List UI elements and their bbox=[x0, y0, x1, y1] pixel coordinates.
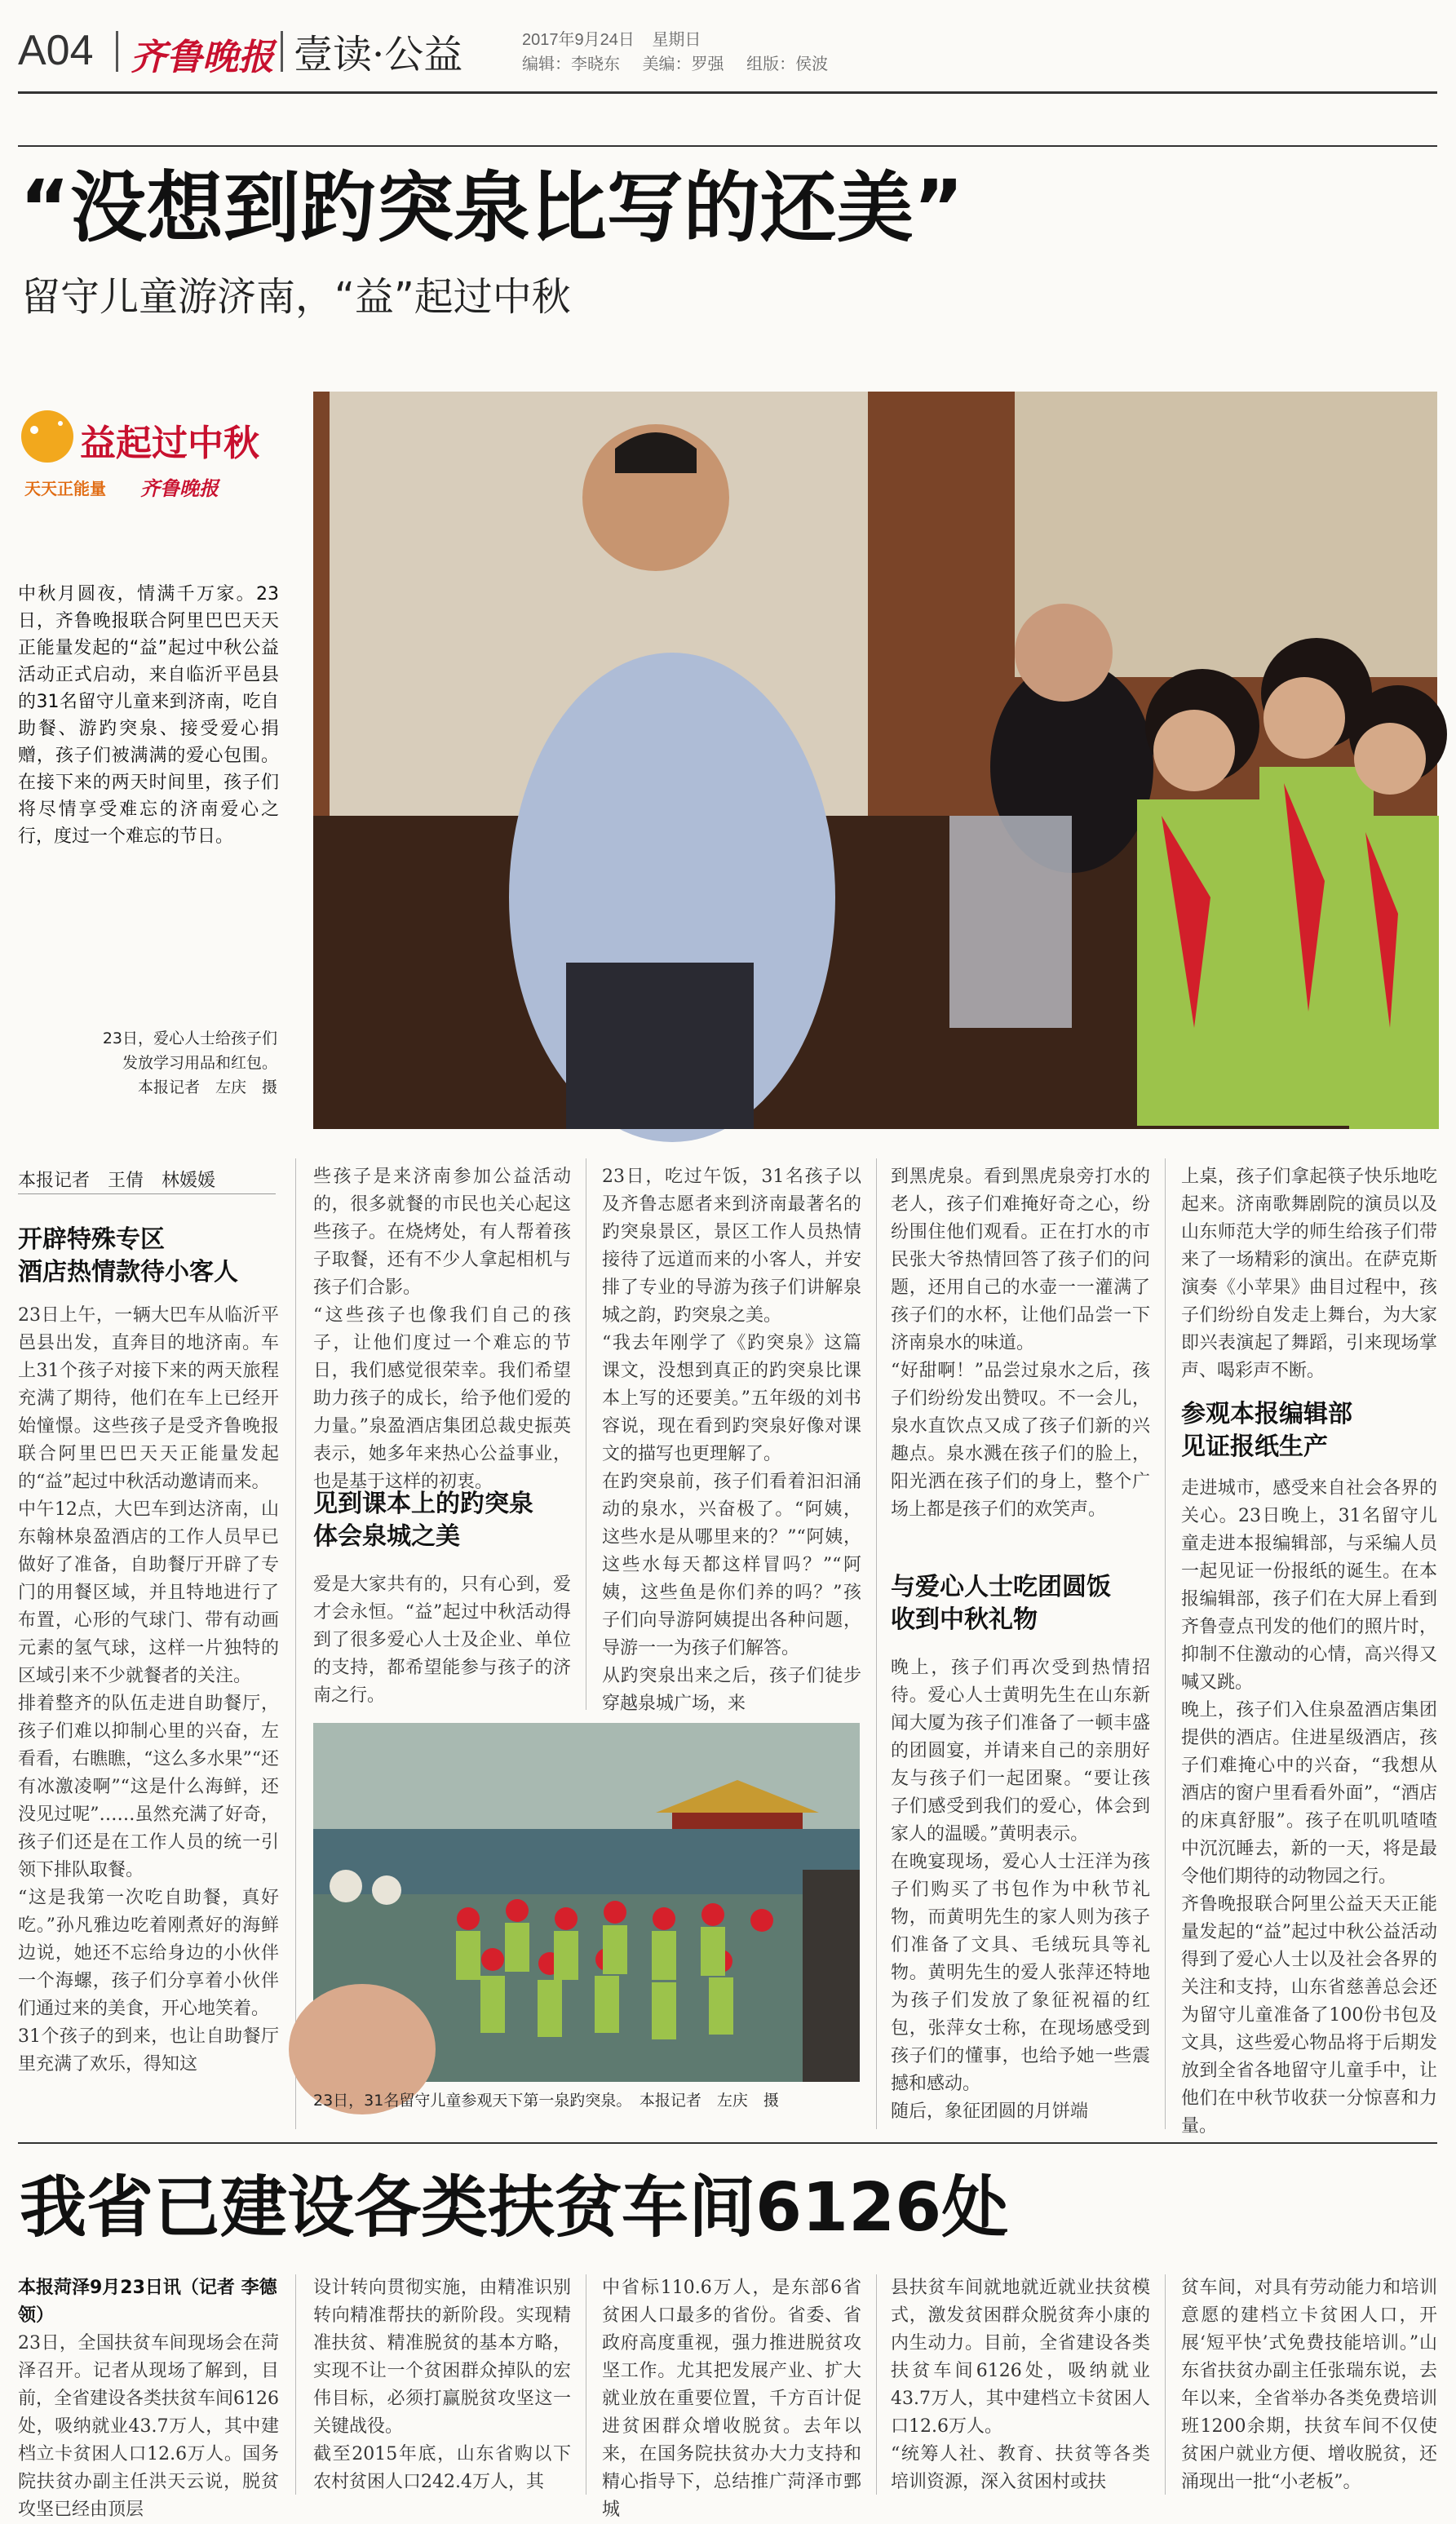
page-number: A04 bbox=[18, 27, 94, 74]
subhead-newsroom-visit: 参观本报编辑部 见证报纸生产 bbox=[1181, 1400, 1352, 1461]
column-rule bbox=[876, 1158, 877, 2129]
article-headline: “没想到趵突泉比写的还美” bbox=[20, 164, 964, 253]
divider bbox=[116, 31, 118, 72]
section-title: 壹读·公益 bbox=[294, 32, 463, 77]
moon-icon bbox=[18, 407, 75, 464]
column-rule bbox=[295, 1158, 296, 2129]
sponsor-logo-2: 齐鲁晚报 bbox=[140, 477, 219, 500]
date: 2017年9月24日 bbox=[522, 31, 635, 49]
art-editor: 美编：罗强 bbox=[642, 55, 724, 73]
body-column-1: 23日上午，一辆大巴车从临沂平邑县出发，直奔目的地济南。车上31个孩子对接下来的两天旅程充满了期待，他们在车上已经开始憧憬。这些孩子是受齐鲁晚报联合阿里巴巴天天正能量发起的“益”起过中秋活动邀请而来。 中午12点，大巴车到达济南，山东翰林泉盈酒店的工作人员早已做好了准备，自助餐厅开辟了专门的用餐区域，并且特地进行了布置，心形的气球门、带有动画元素的氢气球，这样一片独特的区域引来不少就餐者的关注。 排着整齐的队伍走进自助餐厅，孩子们难以抑制心里的兴奋，左看看，右瞧瞧，“这么多水果”“还有冰激凌啊”“这是什么海鲜，还没见过呢”……虽然充满了好奇，孩子们还是在工作人员的统一引领下排队取餐。 “这是我第一次吃自助餐，真好吃。”孙凡雅边吃着刚煮好的海鲜边说，她还不忘给身边的小伙伴一个海螺，孩子们分享着小伙伴们通过来的美食，开心地笑着。 31个孩子的到来，也让自助餐厅里充满了欢乐，得知这 bbox=[18, 1305, 279, 2075]
editor-credits bbox=[522, 51, 828, 74]
body-column-4b: 晚上，孩子们再次受到热情招待。爱心人士黄明先生在山东新闻大厦为孩子们准备了一顿丰盛的团圆宴，并请来自己的亲朋好友与孩子们一起团聚。“要让孩子们感受到我们的爱心，体会到家人的温暖。”黄明表示。 在晚宴现场，爱心人士汪洋为孩子们购买了书包作为中秋节礼物，而黄明先生的家人则为孩子们准备了文具、毛绒玩具等礼物。黄明先生的爱人张萍还特地为孩子们发放了象征祝福的红包，张萍女士称，在现场感受到孩子们的懂事，也给予她一些震撼和感动。 随后，象征团圆的月饼端 bbox=[891, 1658, 1150, 2122]
photo2-caption: 23日，31名留守儿童参观天下第一泉趵突泉。 本报记者 左庆 摄 bbox=[313, 2092, 779, 2110]
photo-caption bbox=[96, 1026, 277, 1100]
article-separator bbox=[18, 2142, 1437, 2144]
campaign-title: 益起过中秋 bbox=[80, 423, 259, 464]
sponsor-logo-1: 天天正能量 bbox=[24, 479, 106, 498]
main-photo bbox=[313, 392, 1437, 1129]
article2-dateline: 本报菏泽9月23日讯（记者 李德领） bbox=[18, 2278, 277, 2326]
donation-scene-image bbox=[313, 392, 1437, 1129]
layout-editor: 组版：侯波 bbox=[746, 55, 829, 73]
newspaper-logo: 齐鲁晚报 bbox=[131, 37, 274, 78]
column-rule bbox=[295, 2274, 296, 2495]
issue-date bbox=[522, 26, 701, 50]
byline-rule bbox=[18, 1193, 276, 1194]
article2-column-1 bbox=[18, 2274, 279, 2520]
article2-column-3: 中省标110.6万人，是东部6省贫困人口最多的省份。省委、省政府高度重视，强力推进脱贫攻坚工作。尤其把发展产业、扩大就业放在重要位置，千方百计促进贫困群众增收脱贫。去年以来，在国务院扶贫办大力支持和精心指导下，总结推广菏泽市鄄城 bbox=[602, 2278, 861, 2520]
photo-credit: 本报记者 左庆 摄 bbox=[137, 1078, 277, 1096]
byline: 本报记者 王倩 林媛媛 bbox=[18, 1171, 216, 1191]
column-rule bbox=[876, 2274, 877, 2495]
weekday: 星期日 bbox=[652, 31, 701, 49]
subhead-baotu-spring: 见到课本上的趵突泉 体会泉城之美 bbox=[313, 1490, 533, 1551]
caption-text: 23日，爱心人士给孩子们发放学习用品和红包。 bbox=[102, 1030, 277, 1072]
body-column-4a: 到黑虎泉。看到黑虎泉旁打水的老人，孩子们难掩好奇之心，纷纷围住他们观看。正在打水的市民张大爷热情回答了孩子们的问题，还用自己的水壶一一灌满了孩子们的水杯，让他们品尝一下济南泉水的味道。 “好甜啊！”品尝过泉水之后，孩子们纷纷发出赞叹。不一会儿，泉水直饮点又成了孩子们新的兴趣点。泉水溅在孩子们的脸上，阳光洒在孩子们的身上，整个广场上都是孩子们的欢笑声。 bbox=[891, 1167, 1150, 1520]
article-subheadline: 留守儿童游济南，“益”起过中秋 bbox=[21, 274, 571, 320]
article-lead: 中秋月圆夜，情满千万家。23日，齐鲁晚报联合阿里巴巴天天正能量发起的“益”起过中秋公益活动正式启动，来自临沂平邑县的31名留守儿童来到济南，吃自助餐、游趵突泉、接受爱心捐赠，孩子们被满满的爱心包围。在接下来的两天时间里，孩子们将尽情享受难忘的济南爱心之行，度过一个难忘的节日。 bbox=[18, 584, 279, 847]
children-group-image bbox=[313, 1723, 860, 2082]
subhead-special-area: 开辟特殊专区 酒店热情款待小客人 bbox=[18, 1225, 238, 1286]
article2-column-5: 贫车间，对具有劳动能力和培训意愿的建档立卡贫困人口，开展‘短平快’式免费技能培训。”山东省扶贫办副主任张瑞东说，去年以来，全省举办各类免费培训班1200余期，扶贫车间不仅使贫困户就业方便、增收脱贫，还涌现出一批“小老板”。 bbox=[1181, 2278, 1437, 2492]
header-rule bbox=[18, 145, 1437, 147]
body-column-2b: 爱是大家共有的，只有心到，爱才会永恒。“益”起过中秋活动得到了很多爱心人士及企业、单位的支持，都希望能参与孩子的济南之行。 bbox=[313, 1574, 571, 1706]
spring-photo bbox=[313, 1723, 860, 2082]
body-column-5a: 上桌，孩子们拿起筷子快乐地吃起来。济南歌舞剧院的演员以及山东师范大学的师生给孩子们带来了一场精彩的演出。在萨克斯演奏《小苹果》曲目过程中，孩子们纷纷自发走上舞台，为大家即兴表演起了舞蹈，引来现场掌声、喝彩声不断。 bbox=[1181, 1167, 1437, 1381]
masthead bbox=[18, 23, 1437, 80]
body-column-3: 23日，吃过午饭，31名孩子以及齐鲁志愿者来到济南最著名的趵突泉景区，景区工作人员热情接待了远道而来的小客人，并安排了专业的导游为孩子们讲解泉城之韵，趵突泉之美。 “我去年刚学了《趵突泉》这篇课文，没想到真正的趵突泉比课本上写的还要美。”五年级的刘书容说，现在看到趵突泉好像对课文的描写也更理解了。 在趵突泉前，孩子们看着汩汩涌动的泉水，兴奋极了。“阿姨，这些水是从哪里来的？”“阿姨，这些水每天都这样冒吗？”“阿姨，这些鱼是你们养的吗？”孩子们向导游阿姨提出各种问题，导游一一为孩子们解答。 从趵突泉出来之后，孩子们徒步穿越泉城广场，来 bbox=[602, 1167, 861, 1714]
column-rule bbox=[1165, 1158, 1166, 2129]
article2-headline: 我省已建设各类扶贫车间6126处 bbox=[20, 2169, 1009, 2247]
subhead-reunion-dinner: 与爱心人士吃团圆饭 收到中秋礼物 bbox=[891, 1573, 1111, 1634]
masthead-rule bbox=[18, 91, 1437, 94]
campaign-logo bbox=[18, 404, 287, 518]
divider bbox=[281, 31, 283, 72]
body-column-5b: 走进城市，感受来自社会各界的关心。23日晚上，31名留守儿童走进本报编辑部，与采编人员一起见证一份报纸的诞生。在本报编辑部，孩子们在大屏上看到齐鲁壹点刊发的他们的照片时，抑制不住激动的心情，高兴得又喊又跳。 晚上，孩子们入住泉盈酒店集团提供的酒店。住进星级酒店，孩子们难掩心中的兴奋，“我想从酒店的窗户里看看外面”，“酒店的床真舒服”。孩子在叽叽喳喳中沉沉睡去，新的一天，将是最令他们期待的动物园之行。 齐鲁晚报联合阿里公益天天正能量发起的“益”起过中秋公益活动得到了爱心人士以及社会各界的关注和支持，山东省慈善总会还为留守儿童准备了100份书包及文具，这些爱心物品将于后期发放到全省各地留守儿童手中，让他们在中秋节收获一分惊喜和力量。 bbox=[1181, 1478, 1437, 2137]
column-rule bbox=[1165, 2274, 1166, 2495]
article2-body-1: 23日，全国扶贫车间现场会在菏泽召开。记者从现场了解到，目前，全省建设各类扶贫车间6126处，吸纳就业43.7万人，其中建档立卡贫困人口12.6万人。国务院扶贫办副主任洪天云说，脱贫攻坚已经由顶层 bbox=[18, 2333, 279, 2520]
editor: 编辑：李晓东 bbox=[522, 55, 620, 73]
body-column-2a: 些孩子是来济南参加公益活动的，很多就餐的市民也关心起这些孩子。在烧烤处，有人帮着孩子取餐，还有不少人拿起相机与孩子们合影。 “这些孩子也像我们自己的孩子，让他们度过一个难忘的节日，我们感觉很荣幸。我们希望助力孩子的成长，给予他们爱的力量。”泉盈酒店集团总裁史振英表示，她多年来热心公益事业，也是基于这样的初衷。 bbox=[313, 1167, 571, 1492]
article2-column-4: 县扶贫车间就地就近就业扶贫模式，激发贫困群众脱贫奔小康的内生动力。目前，全省建设各类扶贫车间6126处，吸纳就业43.7万人，其中建档立卡贫困人口12.6万人。 “统筹人社、教育、扶贫等各类培训资源，深入贫困村或扶 bbox=[891, 2278, 1150, 2492]
article2-column-2: 设计转向贯彻实施，由精准识别转向精准帮扶的新阶段。实现精准扶贫、精准脱贫的基本方略，实现不让一个贫困群众掉队的宏伟目标，必须打赢脱贫攻坚这一关键战役。 截至2015年底，山东省购以下农村贫困人口242.4万人，其 bbox=[313, 2278, 571, 2492]
